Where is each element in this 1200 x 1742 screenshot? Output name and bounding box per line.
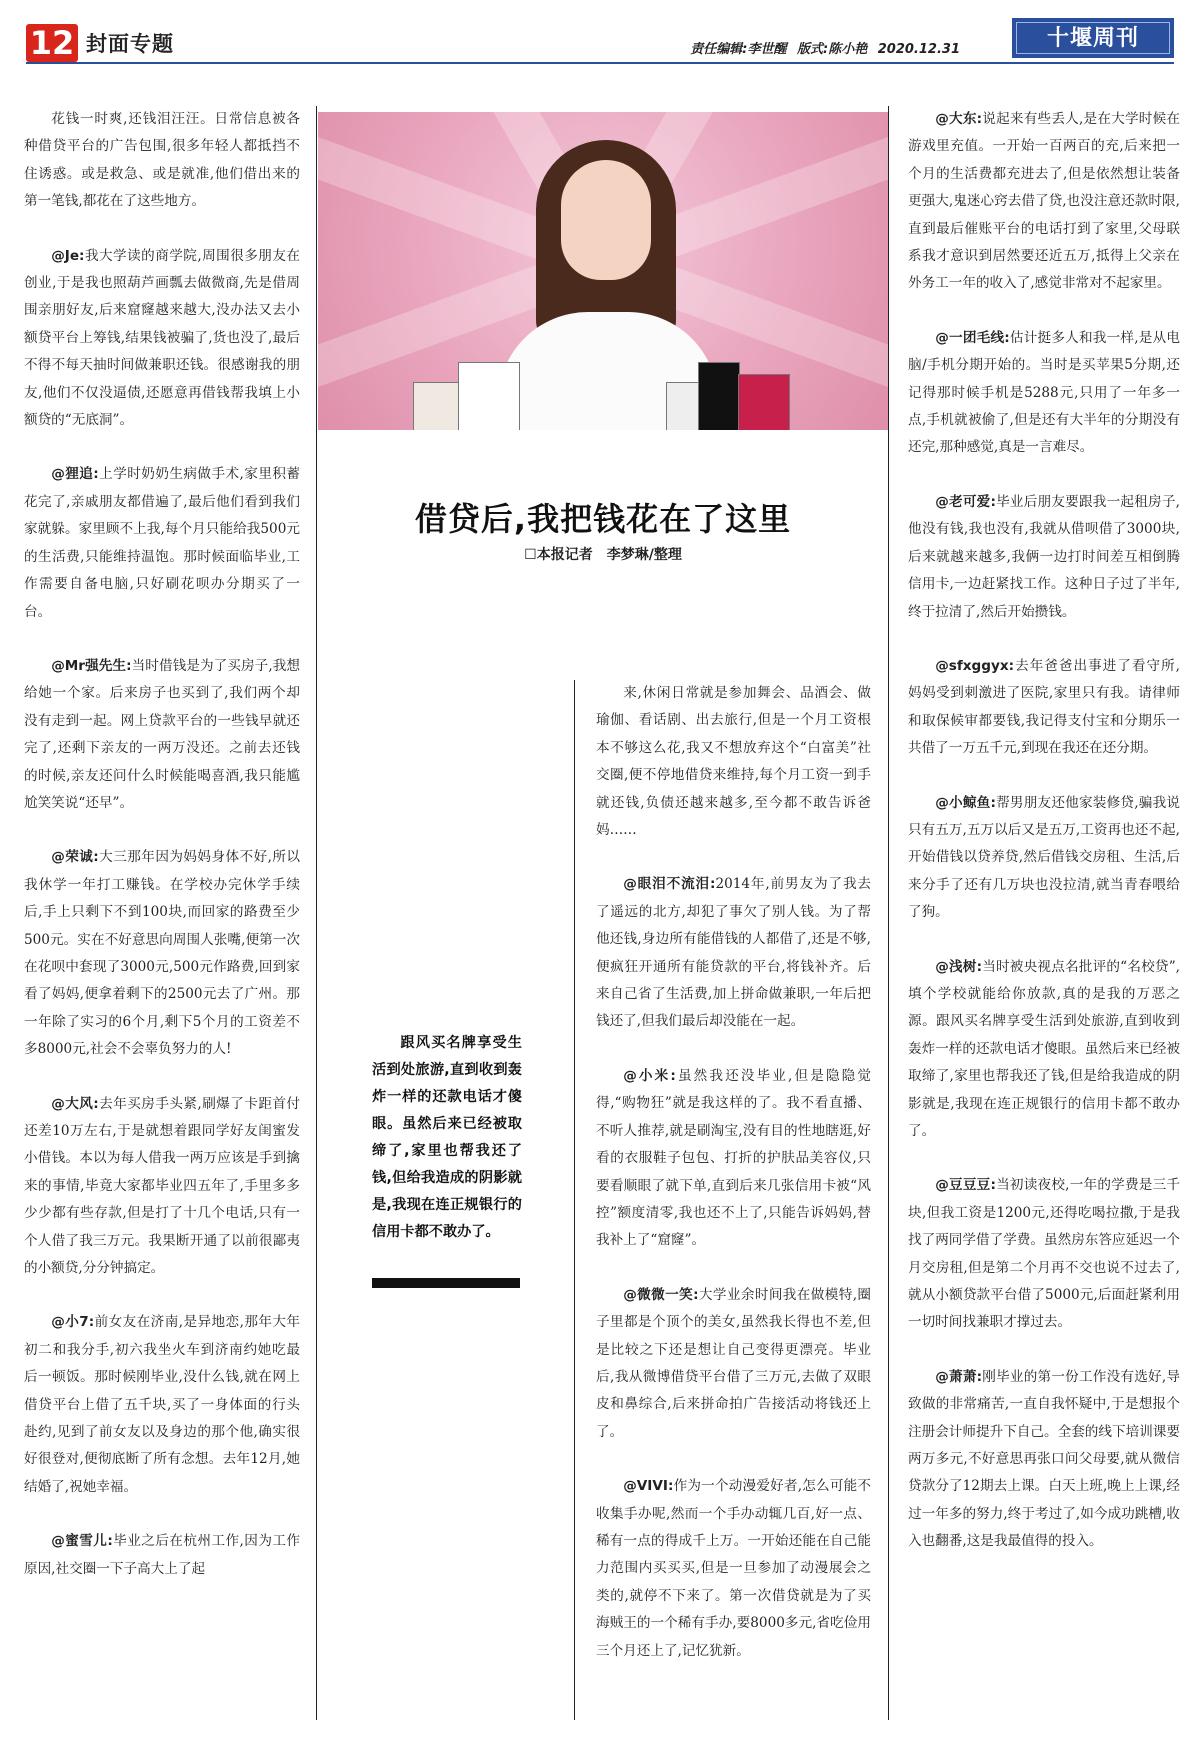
body-paragraph xyxy=(596,680,871,844)
comment-paragraph xyxy=(908,653,1180,763)
paragraph-text: 去年爸爸出事进了看守所,妈妈受到刺激进了医院,家里只有我。请律师和取保候审都要钱,我记得支付宝和分期乐一共借了一万五千元,到现在我还在还分期。 xyxy=(908,657,1180,757)
comment-paragraph xyxy=(24,1528,300,1583)
paragraph-text: 虽然我还没毕业,但是隐隐觉得,“购物狂”就是我这样的了。我不看直播、不听人推荐,就是刷淘宝,没有目的性地瞎逛,好看的衣服鞋子包包、打折的护肤品美容仪,只要看顺眼了就下单,直到后来几张信用卡被“风控”额度清零,我也还不上了,只能告诉妈妈,替我补上了“窟窿”。 xyxy=(596,1067,871,1249)
column-divider-right xyxy=(888,106,889,1720)
header-rule xyxy=(26,62,1174,64)
column-1 xyxy=(24,106,300,1610)
commenter-name: @一团毛线: xyxy=(935,329,1010,346)
paragraph-text: 花钱一时爽,还钱泪汪汪。日常信息被各种借贷平台的广告包围,很多年轻人都抵挡不住诱惑。或是救急、或是就准,他们借出来的第一笔钱,都花在了这些地方。 xyxy=(24,111,300,210)
commenter-name: @萧萧: xyxy=(935,1368,983,1385)
commenter-name: @豆豆豆: xyxy=(935,1177,996,1194)
commenter-name: @老可爱: xyxy=(935,493,996,510)
paragraph-text: 当初读夜校,一年的学费是三千块,但我工资是1200元,还得吃喝拉撒,于是我找了两同学借了学费。虽然房东答应延迟一个月交房租,但是第二个月再不交也说不过去了,就从小额贷款平台借了5000元,后面赶紧利用一切时间找兼职才撑过去。 xyxy=(908,1177,1181,1331)
comment-paragraph xyxy=(908,489,1180,626)
paragraph-text: 当时借钱是为了买房子,我想给她一个家。后来房子也买到了,我们两个却没有走到一起。网上贷款平台的一些钱早就还完了,还剩下亲友的一两万没还。之前去还钱的时候,亲友还问什么时候能喝喜酒,我只能尴尬笑笑说“还早”。 xyxy=(24,657,300,811)
comment-paragraph xyxy=(908,325,1180,462)
paragraph-text: 估计挺多人和我一样,是从电脑/手机分期开始的。当时是买苹果5分期,还记得那时候手机是5288元,只用了一年多一点,手机就被偷了,但是还有大半年的分期没有还完,那种感觉,真是一言难尽。 xyxy=(908,329,1181,456)
comment-paragraph xyxy=(24,1091,300,1283)
commenter-name: @Je: xyxy=(51,247,85,264)
paragraph-text: 说起来有些丢人,是在大学时候在游戏里充值。一开始一百两百的充,后来把一个月的生活费都充进去了,但是依然想让装备更强大,鬼迷心窍去借了贷,也没注意还款时限,直到最后催账平台的电话打到了家里,父母联系我才意识到居然要还近五万,抵得上父亲在外务工一年的收入了,感觉非常对不起家里。 xyxy=(908,111,1181,292)
comment-paragraph xyxy=(908,1172,1180,1336)
comment-paragraph xyxy=(908,106,1180,298)
editorial-credits xyxy=(684,38,960,57)
commenter-name: @大东: xyxy=(935,111,983,127)
cover-photo xyxy=(318,112,888,430)
commenter-name: @眼泪不流泪: xyxy=(623,876,716,893)
comment-paragraph xyxy=(24,653,300,817)
paragraph-text: 刚毕业的第一份工作没有选好,导致做的非常痛苦,一直自我怀疑中,于是想报个注册会计师提升下自己。全套的线下培训课要两万多元,不好意思再张口问父母要,就从微信贷款分了12期去上课。白天上班,晚上上课,经过一年多的努力,终于考过了,如今成功跳槽,收入也翻番,这是我最值得的投入。 xyxy=(908,1368,1181,1550)
comment-paragraph xyxy=(24,243,300,435)
paragraph-text: 来,休闲日常就是参加舞会、品酒会、做瑜伽、看话剧、出去旅行,但是一个月工资根本不够这么花,我又不想放弃这个“白富美”社交圈,便不停地借贷来维持,每个月工资一到手就还钱,负债还越来越多,至今都不敢告诉爸妈…… xyxy=(596,685,871,839)
article-byline: ☐本报记者 李梦琳/整理 xyxy=(524,547,682,563)
page-number: 12 xyxy=(26,24,78,62)
paragraph-text: 大三那年因为妈妈身体不好,所以我休学一年打工赚钱。在学校办完休学手续后,手上只剩下不到100块,而回家的路费至少500元。实在不好意思向周围人张嘴,便第一次在花呗中套现了3000元,500元作路费,回到家看了妈妈,便拿着剩下的2500元去了广州。那一年除了实习的6个月,剩下5个月的工资差不多8000元,社会不会辜负努力的人! xyxy=(24,849,300,1058)
commenter-name: @VIVI: xyxy=(623,1478,674,1495)
paragraph-text: 毕业后朋友要跟我一起租房子,他没有钱,我也没有,我就从借呗借了3000块,后来就越来越多,我俩一边打时间差互相倒腾信用卡,一边赶紧找工作。这种日子过了半年,终于拉清了,然后开始攒钱。 xyxy=(908,493,1181,620)
commenter-name: @小米: xyxy=(623,1067,676,1084)
paragraph-text: 当时被央视点名批评的“名校贷”,填个学校就能给你放款,真的是我的万恶之源。跟风买名牌享受生活到处旅游,直到收到轰炸一样的还款电话才傻眼。虽然后来已经被取缔了,家里也帮我还了钱,但是给我造成的阴影就是,我现在连正规银行的信用卡都不敢办了。 xyxy=(908,958,1180,1139)
comment-paragraph xyxy=(596,1473,871,1665)
commenter-name: @小7: xyxy=(51,1314,95,1331)
issue-date: 2020.12.31 xyxy=(877,42,960,57)
comment-paragraph xyxy=(908,954,1180,1146)
commenter-name: @狸追: xyxy=(51,466,99,483)
comment-paragraph xyxy=(908,790,1180,927)
comment-paragraph xyxy=(24,461,300,625)
masthead-logo: 十堰周刊 xyxy=(1012,18,1174,58)
layout-credit: 版式:陈小艳 xyxy=(797,42,868,57)
comment-paragraph xyxy=(596,1063,871,1255)
section-title: 封面专题 xyxy=(86,32,174,56)
body-paragraph xyxy=(24,106,300,216)
comment-paragraph xyxy=(24,1309,300,1501)
commenter-name: @小鲸鱼: xyxy=(935,794,996,811)
commenter-name: @荣诚: xyxy=(51,849,99,866)
article-title: 借贷后,我把钱花在了这里 xyxy=(414,500,792,538)
column-3 xyxy=(596,680,871,1692)
paragraph-text: 大学业余时间我在做模特,圈子里都是个顶个的美女,虽然我长得也不差,但是比较之下还是想让自己变得更漂亮。毕业后,我从微博借贷平台借了三万元,去做了双眼皮和鼻综合,后来拼命拍广告接活动将钱还上了。 xyxy=(596,1286,871,1440)
commenter-name: @浅树: xyxy=(935,958,983,975)
comment-paragraph xyxy=(24,844,300,1063)
comment-paragraph xyxy=(596,871,871,1035)
paragraph-text: 上学时奶奶生病做手术,家里积蓄花完了,亲戚朋友都借遍了,最后他们看到我们家就躲。家里顾不上我,每个月只能给我500元的生活费,只能维持温饱。那时候面临毕业,工作需要自备电脑,只好刷花呗办分期买了一台。 xyxy=(24,466,300,620)
commenter-name: @微微一笑: xyxy=(623,1286,699,1303)
commenter-name: @大风: xyxy=(51,1095,99,1112)
paragraph-text: 毕业之后在杭州工作,因为工作原因,社交圈一下子高大上了起 xyxy=(24,1533,301,1577)
comment-paragraph xyxy=(908,1364,1180,1556)
paragraph-text: 去年买房手头紧,刷爆了卡距首付还差10万左右,于是就想着跟同学好友闺蜜发小借钱。本以为每人借我一两万应该是手到擒来的事情,毕竟大家都毕业四五年了,手里多多少少都有些存款,但是打了十几个电话,只有一个人借了我三万元。我果断开通了以前很鄙夷的小额贷,分分钟搞定。 xyxy=(24,1095,300,1277)
column-divider-middle xyxy=(574,680,575,1720)
comment-paragraph xyxy=(596,1282,871,1446)
commenter-name: @Mr强先生: xyxy=(51,657,132,674)
editor-credit: 责任编辑:李世醒 xyxy=(690,42,787,57)
paragraph-text: 帮男朋友还他家装修贷,骗我说只有五万,五万以后又是五万,工资再也还不起,开始借钱以贷养贷,然后借钱交房租、生活,后来分手了还有几万块也没拉清,就当青春喂给了狗。 xyxy=(908,794,1181,921)
pull-quote-bar xyxy=(372,1278,520,1288)
pull-quote: 跟风买名牌享受生活到处旅游,直到收到轰炸一样的还款电话才傻眼。虽然后来已经被取缔了,家里也帮我还了钱,但给我造成的阴影就是,我现在连正规银行的信用卡都不敢办了。 xyxy=(372,1035,522,1240)
column-divider-left xyxy=(316,106,317,1720)
paragraph-text: 我大学读的商学院,周围很多朋友在创业,于是我也照葫芦画瓢去做微商,先是借周围亲朋好友,后来窟窿越来越大,没办法又去小额贷平台上筹钱,结果钱被骗了,货也没了,最后不得不每天抽时间做兼职还钱。很感谢我的朋友,他们不仅没逼债,还愿意再借钱帮我填上小额贷的“无底洞”。 xyxy=(24,247,300,429)
column-4 xyxy=(908,106,1180,1583)
commenter-name: @sfxggyx: xyxy=(935,657,1015,674)
commenter-name: @蜜雪儿: xyxy=(51,1533,113,1550)
paragraph-text: 2014年,前男友为了我去了遥远的北方,却犯了事欠了别人钱。为了帮他还钱,身边所有能借钱的人都借了,还是不够,便疯狂开通所有能贷款的平台,将钱补齐。后来自己省了生活费,加上拼命做兼职,一年后把钱还了,但我们最后却没能在一起。 xyxy=(596,876,872,1030)
paragraph-text: 作为一个动漫爱好者,怎么可能不收集手办呢,然而一个手办动辄几百,好一点、稀有一点的得成千上万。一开始还能在自己能力范围内买买买,但是一旦参加了动漫展会之类的,就停不下来了。第一次借贷就是为了买海贼王的一个稀有手办,要8000多元,省吃俭用三个月还上了,记忆犹新。 xyxy=(596,1478,871,1659)
paragraph-text: 前女友在济南,是异地恋,那年大年初二和我分手,初六我坐火车到济南约她吃最后一顿饭。那时候刚毕业,没什么钱,就在网上借贷平台上借了五千块,买了一身体面的行头赴约,见到了前女友以及身边的那个他,确实很好很登对,便彻底断了所有念想。去年12月,她结婚了,祝她幸福。 xyxy=(24,1314,300,1495)
